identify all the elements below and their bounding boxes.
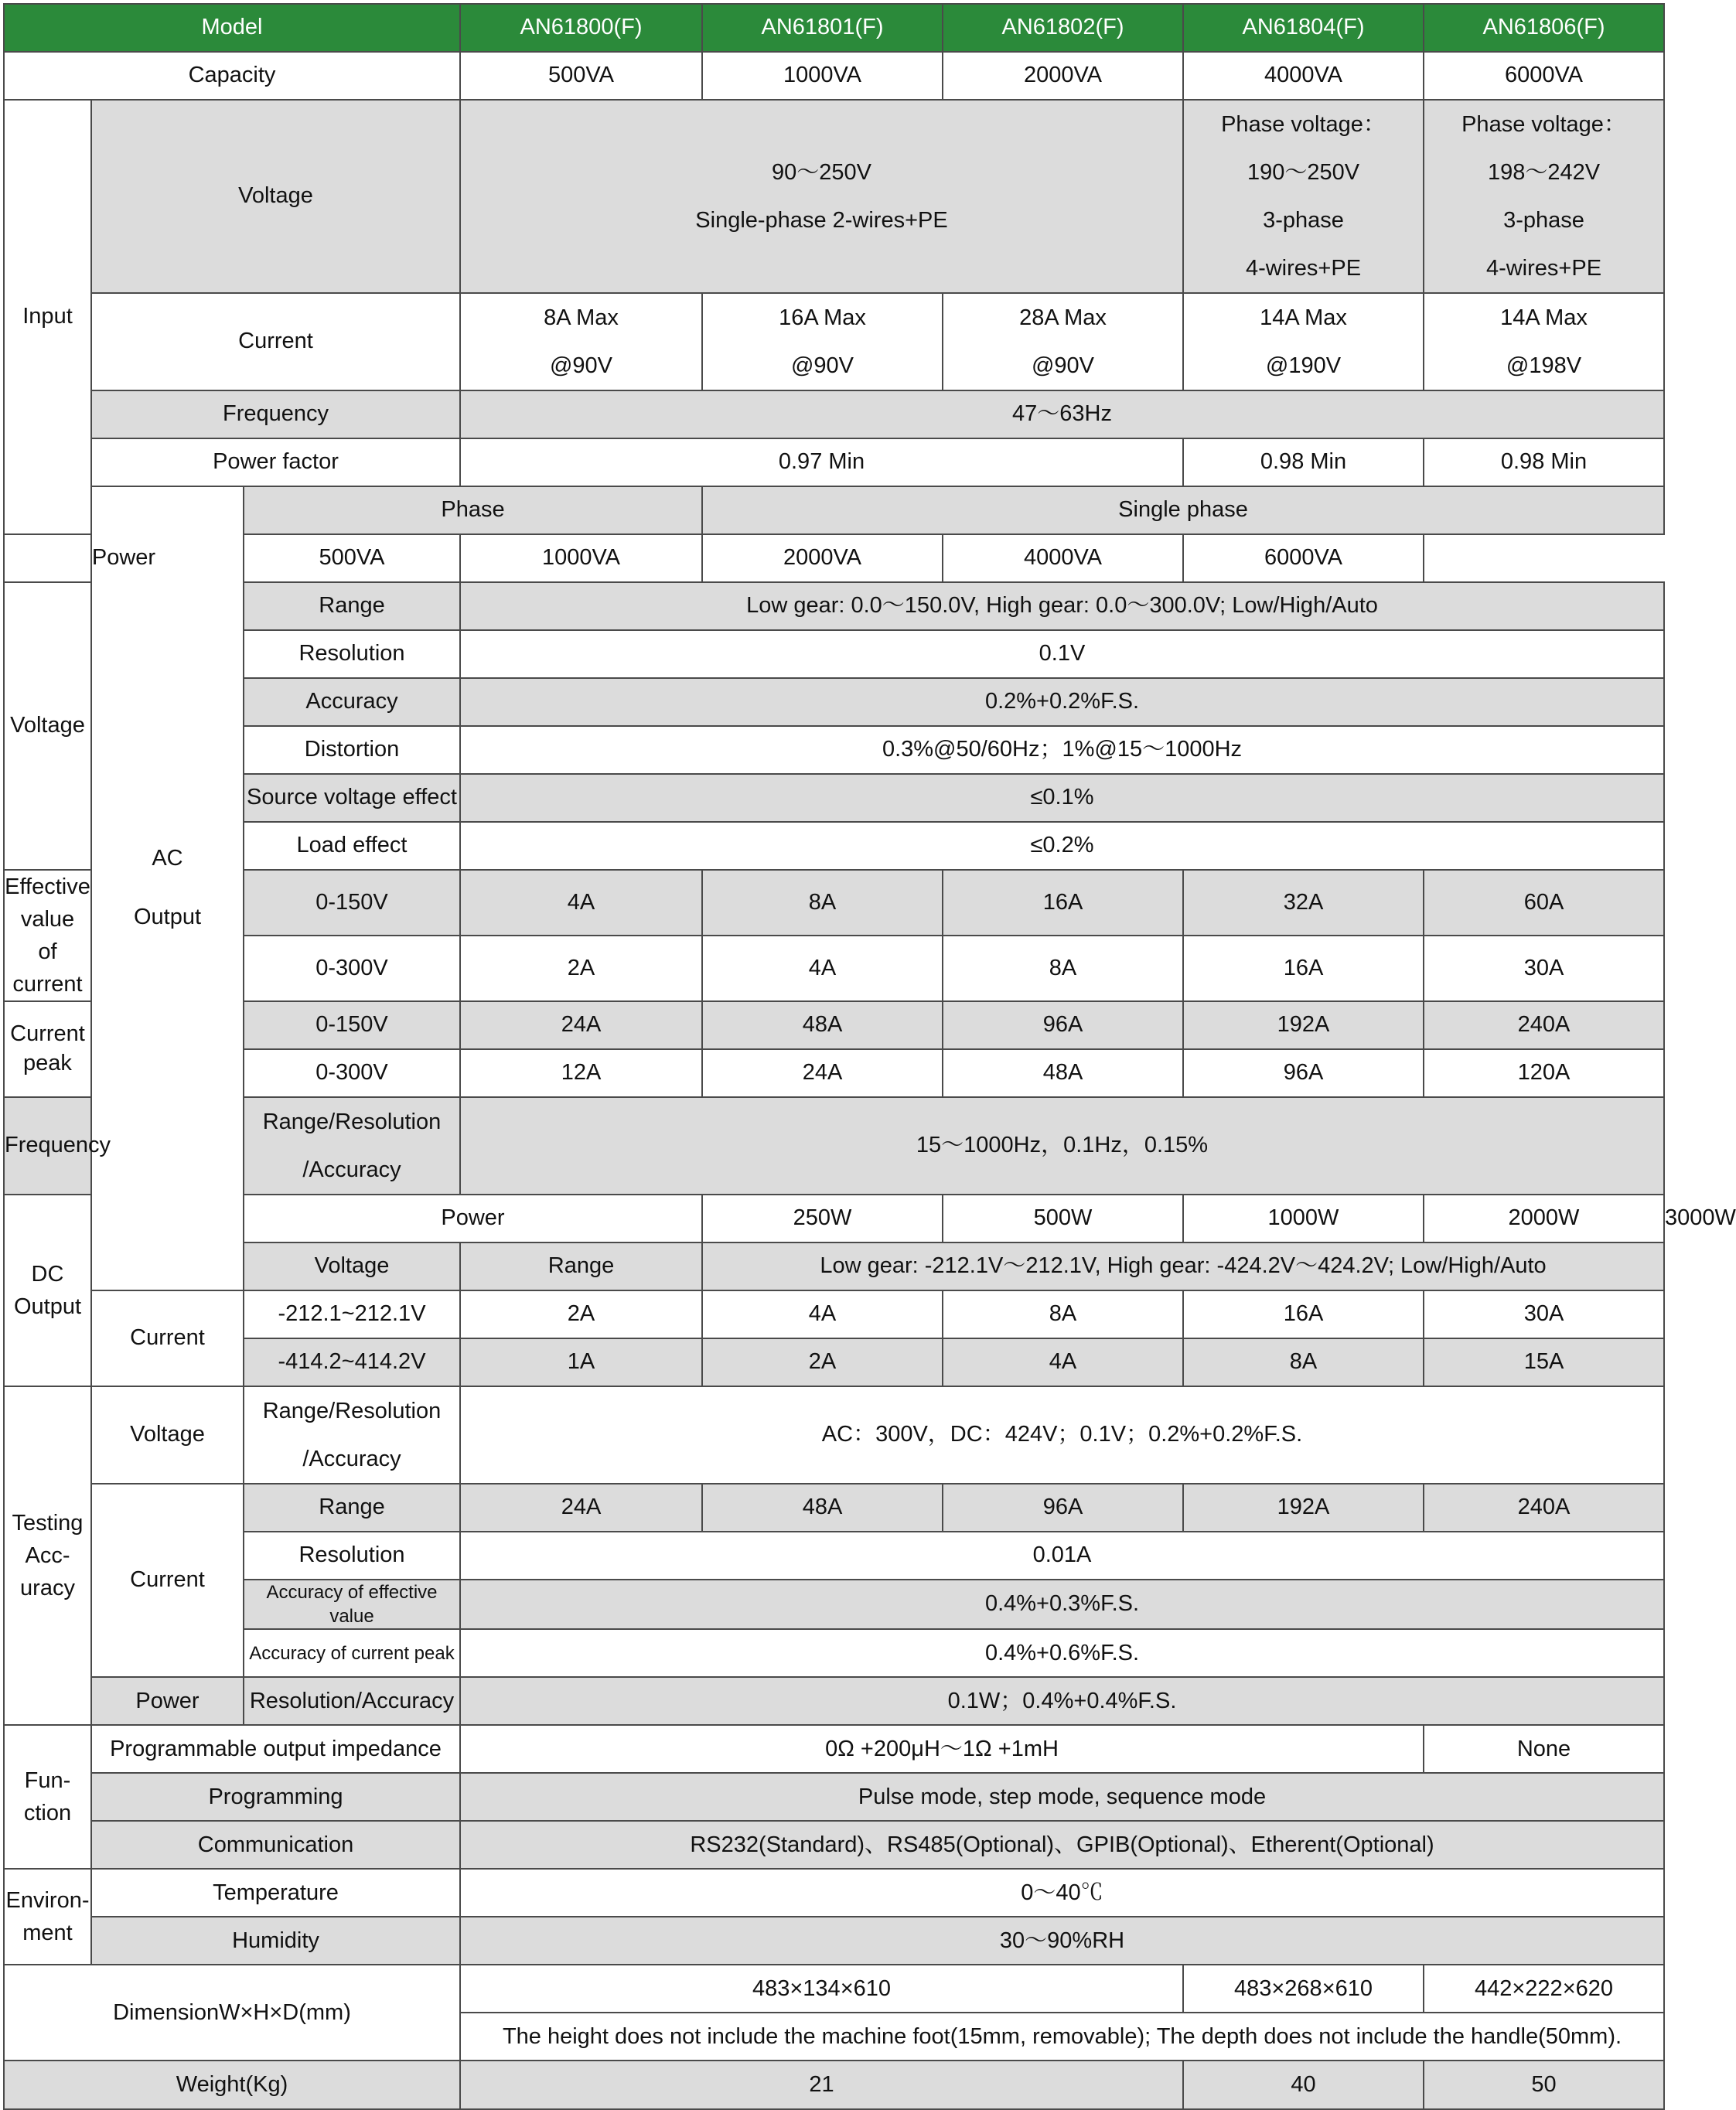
environment-label-line: ment <box>22 1921 73 1946</box>
testing-label-line: Acc- <box>25 1543 70 1569</box>
testing-voltage-sub-line: /Accuracy <box>302 1447 401 1471</box>
capacity-row <box>4 52 1664 100</box>
ac-effective-current-row <box>4 936 1664 1001</box>
effective-current-range: 0-300V <box>244 936 460 1001</box>
testing-current-range-value: 24A <box>460 1484 702 1532</box>
three-phase-line: 4-wires+PE <box>1485 256 1602 281</box>
humidity-value: 30～90%RH <box>460 1917 1664 1965</box>
dc-current-value: 8A <box>943 1290 1183 1338</box>
function-section-label <box>4 1725 91 1869</box>
dimension-value: 483×268×610 <box>1183 1965 1424 2013</box>
ac-voltage-resolution-row <box>4 630 1664 678</box>
input-voltage-row <box>4 100 1664 293</box>
current-max: 8A Max <box>544 305 619 330</box>
capacity-value: 4000VA <box>1183 52 1424 100</box>
ac-voltage-distortion-row <box>4 726 1664 774</box>
dc-current-value: 2A <box>460 1290 702 1338</box>
ac-phase-value: Single phase <box>702 486 1664 534</box>
dc-voltage-label: Voltage <box>244 1242 460 1290</box>
ac-voltage-distortion-value: 0.3%@50/60Hz；1%@15～1000Hz <box>460 726 1664 774</box>
communication-row <box>4 1821 1664 1869</box>
dimension-label: DimensionW×H×D(mm) <box>4 1965 460 2061</box>
power-factor-value: 0.98 Min <box>1424 438 1664 486</box>
ac-source-effect-label: Source voltage effect <box>244 774 460 822</box>
ac-frequency-label: Frequency <box>4 1097 91 1195</box>
testing-current-resolution-row <box>4 1532 1664 1580</box>
testing-current-resolution-value: 0.01A <box>460 1532 1664 1580</box>
effective-current-value: 32A <box>1183 870 1424 936</box>
effective-current-range: 0-150V <box>244 870 460 936</box>
three-phase-line: 198～242V <box>1487 160 1601 185</box>
dc-current-value: 15A <box>1424 1338 1664 1386</box>
power-factor-label: Power factor <box>91 438 460 486</box>
effective-current-value: 30A <box>1424 936 1664 1001</box>
programming-row <box>4 1773 1664 1821</box>
impedance-row <box>4 1725 1664 1773</box>
dc-current-value: 2A <box>702 1338 943 1386</box>
dc-current-range: -414.2~414.2V <box>244 1338 460 1386</box>
ac-power-value: 2000VA <box>702 534 943 582</box>
model-name: AN61800(F) <box>460 4 702 52</box>
model-name: AN61806(F) <box>1424 4 1664 52</box>
testing-power-value: 0.1W；0.4%+0.4%F.S. <box>460 1677 1664 1725</box>
ac-output-section-label <box>91 486 244 1290</box>
effective-current-label <box>4 870 91 1001</box>
ac-power-value: 500VA <box>244 534 460 582</box>
ac-load-effect-label: Load effect <box>244 822 460 870</box>
current-peak-value: 48A <box>943 1049 1183 1097</box>
weight-value: 40 <box>1183 2061 1424 2109</box>
testing-current-range-value: 48A <box>702 1484 943 1532</box>
ac-effective-current-row <box>4 870 1664 936</box>
effective-current-value: 8A <box>702 870 943 936</box>
dimension-value: 442×222×620 <box>1424 1965 1664 2013</box>
ac-label-line: Output <box>133 904 202 929</box>
dc-label-line: DC <box>31 1262 64 1287</box>
input-voltage-three-phase <box>1424 100 1664 293</box>
dc-power-value: 250W <box>702 1195 943 1242</box>
testing-acc-peak-row <box>4 1629 1664 1677</box>
three-phase-line: 3-phase <box>1503 208 1584 233</box>
programming-value: Pulse mode, step mode, sequence mode <box>460 1773 1664 1821</box>
dc-output-section-label <box>4 1195 91 1386</box>
temperature-row <box>4 1869 1664 1917</box>
dc-current-value: 1A <box>460 1338 702 1386</box>
three-phase-line: Phase voltage： <box>1461 112 1626 137</box>
acc-effective-value: 0.4%+0.3%F.S. <box>460 1580 1664 1629</box>
ac-load-effect-value: ≤0.2% <box>460 822 1664 870</box>
current-max: 28A Max <box>1019 305 1107 330</box>
model-name: AN61802(F) <box>943 4 1183 52</box>
capacity-value: 1000VA <box>702 52 943 100</box>
frequency-sub-line: Range/Resolution <box>262 1110 442 1134</box>
testing-current-label: Current <box>91 1484 244 1677</box>
dc-current-label: Current <box>91 1290 244 1386</box>
acc-effective-label: Accuracy of effective value <box>244 1580 460 1629</box>
input-power-factor-row <box>4 438 1664 486</box>
dc-current-row <box>4 1338 1664 1386</box>
current-at: @190V <box>1265 353 1342 378</box>
input-current-row <box>4 293 1664 390</box>
ac-voltage-resolution-value: 0.1V <box>460 630 1664 678</box>
testing-current-range-value: 192A <box>1183 1484 1424 1532</box>
input-frequency-row <box>4 390 1664 438</box>
dimension-note: The height does not include the machine foot(15mm, removable); The depth does not include the handle(50mm). <box>460 2013 1664 2061</box>
capacity-value: 6000VA <box>1424 52 1664 100</box>
testing-voltage-sub-line: Range/Resolution <box>262 1399 442 1423</box>
temperature-label: Temperature <box>91 1869 460 1917</box>
effective-label-line: of current <box>12 939 83 997</box>
testing-current-range-row <box>4 1484 1664 1532</box>
weight-row <box>4 2061 1664 2109</box>
current-peak-value: 24A <box>702 1049 943 1097</box>
ac-frequency-row <box>4 1097 1664 1195</box>
effective-current-value: 60A <box>1424 870 1664 936</box>
ac-phase-row <box>4 486 1664 534</box>
testing-acc-effective-row <box>4 1580 1664 1629</box>
environment-label-line: Environ- <box>5 1888 90 1914</box>
weight-label: Weight(Kg) <box>4 2061 460 2109</box>
testing-current-resolution-label: Resolution <box>244 1532 460 1580</box>
current-peak-label: Current peak <box>4 1001 91 1097</box>
effective-current-value: 4A <box>702 936 943 1001</box>
input-current-value <box>943 293 1183 390</box>
function-label-line: Fun- <box>24 1768 71 1794</box>
input-current-value <box>1424 293 1664 390</box>
ac-voltage-range-label: Range <box>244 582 460 630</box>
current-max: 14A Max <box>1260 305 1347 330</box>
dc-power-value: 2000W <box>1424 1195 1664 1242</box>
acc-peak-value: 0.4%+0.6%F.S. <box>460 1629 1664 1677</box>
current-peak-value: 48A <box>702 1001 943 1049</box>
current-peak-value: 96A <box>943 1001 1183 1049</box>
testing-power-label: Power <box>91 1677 244 1725</box>
input-voltage-label: Voltage <box>91 100 460 293</box>
dc-current-value: 4A <box>943 1338 1183 1386</box>
capacity-value: 500VA <box>460 52 702 100</box>
ac-phase-label: Phase <box>244 486 702 534</box>
input-voltage-wiring: Single-phase 2-wires+PE <box>695 208 948 233</box>
ac-power-label: Power <box>4 534 244 582</box>
header-row <box>4 4 1664 52</box>
ac-load-effect-row <box>4 822 1664 870</box>
testing-label-line: uracy <box>20 1576 75 1601</box>
dc-power-row: DC Output Power 250W 500W 1000W 2000W 3000W <box>4 1195 1664 1242</box>
dc-voltage-sub: Range <box>460 1242 702 1290</box>
effective-current-value: 4A <box>460 870 702 936</box>
ac-voltage-resolution-label: Resolution <box>244 630 460 678</box>
current-at: @90V <box>790 353 854 378</box>
dc-current-range: -212.1~212.1V <box>244 1290 460 1338</box>
ac-voltage-accuracy-row <box>4 678 1664 726</box>
ac-voltage-range-value: Low gear: 0.0～150.0V, High gear: 0.0～300.0V; Low/High/Auto <box>460 582 1664 630</box>
testing-voltage-row <box>4 1386 1664 1484</box>
ac-source-effect-row <box>4 774 1664 822</box>
model-label: Model <box>4 4 460 52</box>
input-section-label: Input <box>4 100 91 534</box>
power-factor-value: 0.98 Min <box>1183 438 1424 486</box>
testing-power-row <box>4 1677 1664 1725</box>
input-voltage-three-phase <box>1183 100 1424 293</box>
testing-current-range-value: 240A <box>1424 1484 1664 1532</box>
dc-current-value: 4A <box>702 1290 943 1338</box>
input-frequency-label: Frequency <box>91 390 460 438</box>
dc-power-label: Power <box>244 1195 702 1242</box>
ac-frequency-sub <box>244 1097 460 1195</box>
testing-current-range-value: 96A <box>943 1484 1183 1532</box>
capacity-label: Capacity <box>4 52 460 100</box>
three-phase-line: 4-wires+PE <box>1245 256 1362 281</box>
temperature-value: 0～40℃ <box>460 1869 1664 1917</box>
ac-power-value: 4000VA <box>943 534 1183 582</box>
testing-power-sub: Resolution/Accuracy <box>244 1677 460 1725</box>
effective-current-value: 16A <box>943 870 1183 936</box>
testing-voltage-label: Voltage <box>91 1386 244 1484</box>
ac-power-value: 1000VA <box>460 534 702 582</box>
current-peak-value: 24A <box>460 1001 702 1049</box>
ac-voltage-accuracy-value: 0.2%+0.2%F.S. <box>460 678 1664 726</box>
testing-label-line: Testing <box>12 1511 84 1536</box>
input-current-value <box>702 293 943 390</box>
dc-current-row <box>4 1290 1664 1338</box>
dc-label-line: Output <box>13 1294 82 1319</box>
ac-voltage-range-row <box>4 582 1664 630</box>
dc-power-value: 1000W <box>1183 1195 1424 1242</box>
current-peak-range: 0-300V <box>244 1049 460 1097</box>
impedance-none: None <box>1424 1725 1664 1773</box>
input-voltage-range: 90～250V <box>772 160 871 185</box>
input-voltage-single <box>460 100 1183 293</box>
current-at: @90V <box>549 353 613 378</box>
effective-current-value: 16A <box>1183 936 1424 1001</box>
ac-current-peak-row <box>4 1001 1664 1049</box>
ac-source-effect-value: ≤0.1% <box>460 774 1664 822</box>
function-label-line: ction <box>23 1801 72 1826</box>
programming-label: Programming <box>91 1773 460 1821</box>
current-peak-value: 192A <box>1183 1001 1424 1049</box>
input-frequency-value: 47～63Hz <box>460 390 1664 438</box>
environment-section-label <box>4 1869 91 1965</box>
dc-voltage-row <box>4 1242 1664 1290</box>
current-peak-range: 0-150V <box>244 1001 460 1049</box>
acc-peak-label: Accuracy of current peak <box>244 1629 460 1677</box>
impedance-value: 0Ω +200μH～1Ω +1mH <box>460 1725 1424 1773</box>
current-peak-value: 96A <box>1183 1049 1424 1097</box>
three-phase-line: Phase voltage： <box>1221 112 1386 137</box>
ac-voltage-accuracy-label: Accuracy <box>244 678 460 726</box>
humidity-label: Humidity <box>91 1917 460 1965</box>
dc-voltage-value: Low gear: -212.1V～212.1V, High gear: -424.2V～424.2V; Low/High/Auto <box>702 1242 1664 1290</box>
testing-voltage-value: AC：300V，DC：424V；0.1V；0.2%+0.2%F.S. <box>460 1386 1664 1484</box>
humidity-row <box>4 1917 1664 1965</box>
capacity-value: 2000VA <box>943 52 1183 100</box>
current-peak-value: 12A <box>460 1049 702 1097</box>
current-at: @198V <box>1506 353 1582 378</box>
power-factor-value: 0.97 Min <box>460 438 1183 486</box>
ac-voltage-label: Voltage <box>4 582 91 870</box>
dimension-value: 483×134×610 <box>460 1965 1183 2013</box>
ac-voltage-distortion-label: Distortion <box>244 726 460 774</box>
three-phase-line: 190～250V <box>1247 160 1360 185</box>
dc-current-value: 16A <box>1183 1290 1424 1338</box>
communication-value: RS232(Standard)、RS485(Optional)、GPIB(Optional)、Etherent(Optional) <box>460 1821 1664 1869</box>
dc-current-value: 8A <box>1183 1338 1424 1386</box>
three-phase-line: 3-phase <box>1263 208 1344 233</box>
current-peak-value: 240A <box>1424 1001 1664 1049</box>
testing-current-range-label: Range <box>244 1484 460 1532</box>
effective-current-value: 8A <box>943 936 1183 1001</box>
current-max: 16A Max <box>779 305 866 330</box>
weight-value: 50 <box>1424 2061 1664 2109</box>
input-current-value <box>1183 293 1424 390</box>
ac-label-line: AC <box>152 846 183 871</box>
current-at: @90V <box>1031 353 1095 378</box>
impedance-label: Programmable output impedance <box>91 1725 460 1773</box>
testing-section-label <box>4 1386 91 1725</box>
ac-frequency-value: 15～1000Hz，0.1Hz，0.15% <box>460 1097 1664 1195</box>
ac-current-peak-row <box>4 1049 1664 1097</box>
dimension-row <box>4 1965 1664 2013</box>
spec-table <box>3 3 1736 2110</box>
ac-power-row <box>4 534 1664 582</box>
ac-power-value: 6000VA <box>1183 534 1424 582</box>
model-name: AN61801(F) <box>702 4 943 52</box>
input-current-value <box>460 293 702 390</box>
current-max: 14A Max <box>1500 305 1588 330</box>
effective-current-value: 2A <box>460 936 702 1001</box>
model-name: AN61804(F) <box>1183 4 1424 52</box>
dc-power-value: 500W <box>943 1195 1183 1242</box>
frequency-sub-line: /Accuracy <box>302 1157 401 1182</box>
communication-label: Communication <box>91 1821 460 1869</box>
testing-voltage-sub <box>244 1386 460 1484</box>
current-peak-value: 120A <box>1424 1049 1664 1097</box>
dc-current-value: 30A <box>1424 1290 1664 1338</box>
effective-label-line: Effective value <box>5 874 90 932</box>
input-current-label: Current <box>91 293 460 390</box>
weight-value: 21 <box>460 2061 1183 2109</box>
